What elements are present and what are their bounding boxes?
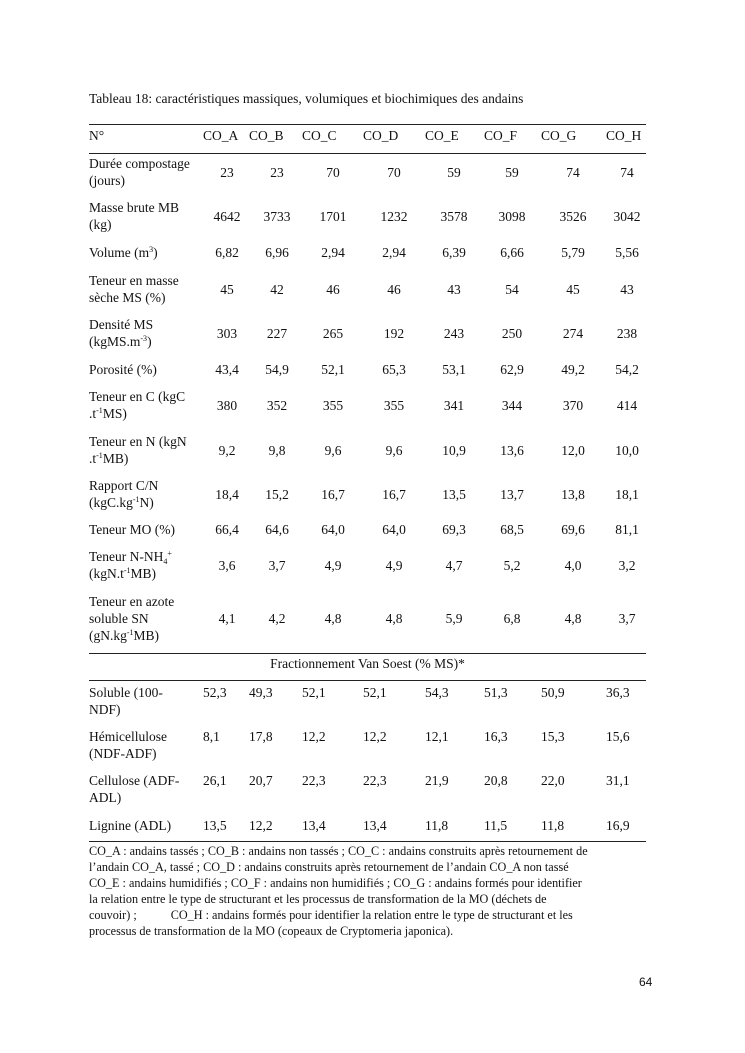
cell: 13,6 (500, 443, 524, 458)
row-label: Masse brute MB (kg) (89, 200, 179, 232)
cell: 6,39 (442, 245, 466, 260)
row-label: Teneur en C (kgC $.t^{-1}MS$) (89, 389, 186, 421)
cell: 12,2 (363, 729, 387, 744)
cell: 13,4 (363, 818, 387, 833)
cell: 59 (505, 165, 519, 180)
cell: 26,1 (203, 773, 227, 788)
cell: 45 (220, 282, 234, 297)
cell: 5,79 (561, 245, 585, 260)
table-row-rapport (89, 477, 649, 511)
cell: 3,7 (618, 611, 636, 626)
cell: 2,94 (382, 245, 406, 260)
table-top-rule (89, 124, 646, 125)
cell: 69,3 (442, 522, 466, 537)
table-row-azote (89, 433, 649, 467)
cell: 13,5 (442, 487, 466, 502)
row-label: Durée compostage (jours) (89, 156, 190, 188)
cell: 17,8 (249, 729, 273, 744)
cell: 243 (443, 326, 465, 341)
cell: 9,8 (268, 443, 286, 458)
cell: 50,9 (541, 685, 565, 700)
cell: 74 (620, 165, 634, 180)
row-label: Soluble (100- NDF) (89, 685, 163, 717)
cell: 414 (616, 398, 638, 413)
cell: 3,7 (268, 558, 286, 573)
cell: 16,3 (484, 729, 508, 744)
row-label: Lignine (ADL) (89, 818, 172, 833)
cell: 192 (383, 326, 405, 341)
cell: 10,0 (615, 443, 639, 458)
header-col: CO_C (302, 128, 337, 143)
page-number: 64 (639, 975, 653, 989)
cell: 64,0 (321, 522, 345, 537)
table-row-volume (89, 244, 649, 261)
table-footnote: CO_A : andains tassés ; CO_B : andains non tassés ; CO_C : andains construits après retournement de l’andain CO_A, tassé ; CO_D : andains construits après retournement de l’andain CO_A non tassé CO_E : andains humidifiés ; CO_F : andains non humidifiés ; CO_G : andains formés pour identifier la relation entre le type de structurant et les processus de transformation de la MO (déchets de couvoir) ; CO_H : andains formés pour identifier la relation entre le type de structurant et les processus de transformation de la MO (copeaux de Cryptomeria japonica). (89, 844, 588, 938)
cell: 43 (447, 282, 461, 297)
cell: 65,3 (382, 362, 406, 377)
cell: 6,82 (215, 245, 239, 260)
cell: 42 (270, 282, 284, 297)
cell: 5,56 (615, 245, 639, 260)
cell: 355 (383, 398, 405, 413)
table-row-soluble (89, 684, 649, 718)
table-row-lignine (89, 817, 649, 834)
cell: 250 (501, 326, 523, 341)
cell: 4,1 (218, 611, 236, 626)
row-label: Teneur MO (%) (89, 522, 176, 537)
cell: 51,3 (484, 685, 508, 700)
cell: 46 (387, 282, 401, 297)
cell: 62,9 (500, 362, 524, 377)
cell: 4,9 (385, 558, 403, 573)
cell: 13,7 (500, 487, 524, 502)
cell: 52,1 (321, 362, 345, 377)
cell: 265 (322, 326, 344, 341)
cell: 1701 (319, 209, 347, 224)
cell: 1232 (380, 209, 408, 224)
cell: 9,2 (218, 443, 236, 458)
cell: 10,9 (442, 443, 466, 458)
cell: 49,2 (561, 362, 585, 377)
cell: 53,1 (442, 362, 466, 377)
cell: 3526 (559, 209, 587, 224)
cell: 303 (216, 326, 238, 341)
cell: 43,4 (215, 362, 239, 377)
table-row-sn (89, 593, 649, 644)
header-number: N° (89, 128, 105, 143)
cell: 2,94 (321, 245, 345, 260)
table-row-mo (89, 521, 649, 538)
cell: 20,8 (484, 773, 508, 788)
cell: 15,2 (265, 487, 289, 502)
cell: 227 (266, 326, 288, 341)
cell: 43 (620, 282, 634, 297)
table-row-cellulose (89, 772, 649, 806)
cell: 16,7 (321, 487, 345, 502)
cell: 52,1 (363, 685, 387, 700)
cell: 355 (322, 398, 344, 413)
cell: 54,2 (615, 362, 639, 377)
table-row-porosite (89, 361, 649, 378)
cell: 5,2 (503, 558, 521, 573)
row-label: Densité MS $(kgMS.m^{-3})$ (89, 317, 154, 349)
row-label: Teneur en masse sèche MS (%) (89, 273, 179, 305)
cell: 59 (447, 165, 461, 180)
header-col: CO_E (425, 128, 459, 143)
row-label: Porosité (%) (89, 362, 157, 377)
cell: 68,5 (500, 522, 524, 537)
cell: 54,9 (265, 362, 289, 377)
section-title: Fractionnement Van Soest (% MS)* (270, 656, 465, 671)
cell: 344 (501, 398, 523, 413)
table-row-carbone (89, 388, 649, 422)
cell: 22,3 (363, 773, 387, 788)
table-row-masse (89, 199, 649, 233)
cell: 69,6 (561, 522, 585, 537)
header-bottom-rule (89, 153, 646, 154)
cell: 54,3 (425, 685, 449, 700)
cell: 4,8 (385, 611, 403, 626)
cell: 74 (566, 165, 580, 180)
header-col: CO_B (249, 128, 284, 143)
table-row-duree (89, 155, 649, 189)
section-bottom-rule (89, 680, 646, 681)
cell: 22,0 (541, 773, 565, 788)
cell: 6,96 (265, 245, 289, 260)
cell: 4,9 (324, 558, 342, 573)
cell: 46 (326, 282, 340, 297)
cell: 15,6 (606, 729, 630, 744)
cell: 370 (562, 398, 584, 413)
cell: 12,2 (302, 729, 326, 744)
cell: 6,8 (503, 611, 521, 626)
row-label: Teneur en N (kgN $.t^{-1}MB$) (89, 434, 187, 466)
row-label: Teneur $N-NH_4^+$ $(kgN.t^{-1}MB)$ (89, 549, 172, 581)
cell: 12,0 (561, 443, 585, 458)
header-col: CO_A (203, 128, 239, 143)
cell: 70 (387, 165, 401, 180)
cell: 9,6 (324, 443, 342, 458)
cell: 23 (270, 165, 284, 180)
table-row-ms (89, 272, 649, 306)
cell: 13,8 (561, 487, 585, 502)
row-label: Volume $(m^3)$ (89, 245, 158, 260)
section-top-rule (89, 653, 646, 654)
table-caption: Tableau 18: caractéristiques massiques, volumiques et biochimiques des andains (89, 91, 524, 106)
cell: 20,7 (249, 773, 273, 788)
cell: 11,5 (484, 818, 508, 833)
cell: 31,1 (606, 773, 630, 788)
cell: 238 (616, 326, 638, 341)
cell: 45 (566, 282, 580, 297)
cell: 64,0 (382, 522, 406, 537)
row-label: Rapport C/N $(kgC.kg^{-1}N)$ (89, 478, 159, 510)
cell: 22,3 (302, 773, 326, 788)
cell: 9,6 (385, 443, 403, 458)
cell: 23 (220, 165, 234, 180)
cell: 70 (326, 165, 340, 180)
cell: 3,2 (618, 558, 636, 573)
cell: 4,7 (445, 558, 463, 573)
cell: 12,2 (249, 818, 273, 833)
header-col: CO_D (363, 128, 399, 143)
cell: 54 (505, 282, 519, 297)
cell: 52,1 (302, 685, 326, 700)
cell: 13,5 (203, 818, 227, 833)
cell: 13,4 (302, 818, 326, 833)
header-col: CO_H (606, 128, 642, 143)
header-col: CO_G (541, 128, 577, 143)
table-row-densite (89, 316, 649, 350)
cell: 11,8 (425, 818, 449, 833)
cell: 3098 (498, 209, 526, 224)
cell: 4642 (213, 209, 241, 224)
cell: 4,2 (268, 611, 286, 626)
cell: 16,9 (606, 818, 630, 833)
cell: 5,9 (445, 611, 463, 626)
cell: 36,3 (606, 685, 630, 700)
row-label: Cellulose (ADF- ADL) (89, 773, 180, 805)
cell: 341 (443, 398, 465, 413)
cell: 4,0 (564, 558, 582, 573)
cell: 11,8 (541, 818, 565, 833)
cell: 12,1 (425, 729, 449, 744)
table-row-hemicellulose (89, 728, 649, 762)
cell: 21,9 (425, 773, 449, 788)
cell: 3042 (613, 209, 641, 224)
cell: 15,3 (541, 729, 565, 744)
row-label: Teneur en azote soluble SN $(gN.kg^{-1}MB)$ (89, 594, 175, 643)
cell: 4,8 (564, 611, 582, 626)
cell: 380 (216, 398, 238, 413)
cell: 3578 (440, 209, 468, 224)
cell: 3733 (263, 209, 291, 224)
cell: 6,66 (500, 245, 524, 260)
cell: 18,4 (215, 487, 239, 502)
cell: 66,4 (215, 522, 239, 537)
cell: 64,6 (265, 522, 289, 537)
cell: 352 (266, 398, 288, 413)
cell: 16,7 (382, 487, 406, 502)
table-row-nh4 (89, 548, 649, 582)
cell: 49,3 (249, 685, 273, 700)
cell: 3,6 (218, 558, 236, 573)
cell: 52,3 (203, 685, 227, 700)
cell: 81,1 (615, 522, 639, 537)
row-label: Hémicellulose (NDF-ADF) (89, 729, 167, 761)
table-header-row (89, 127, 649, 144)
cell: 274 (562, 326, 584, 341)
cell: 18,1 (615, 487, 639, 502)
header-col: CO_F (484, 128, 518, 143)
table-bottom-rule (89, 841, 646, 842)
cell: 4,8 (324, 611, 342, 626)
cell: 8,1 (203, 729, 220, 744)
